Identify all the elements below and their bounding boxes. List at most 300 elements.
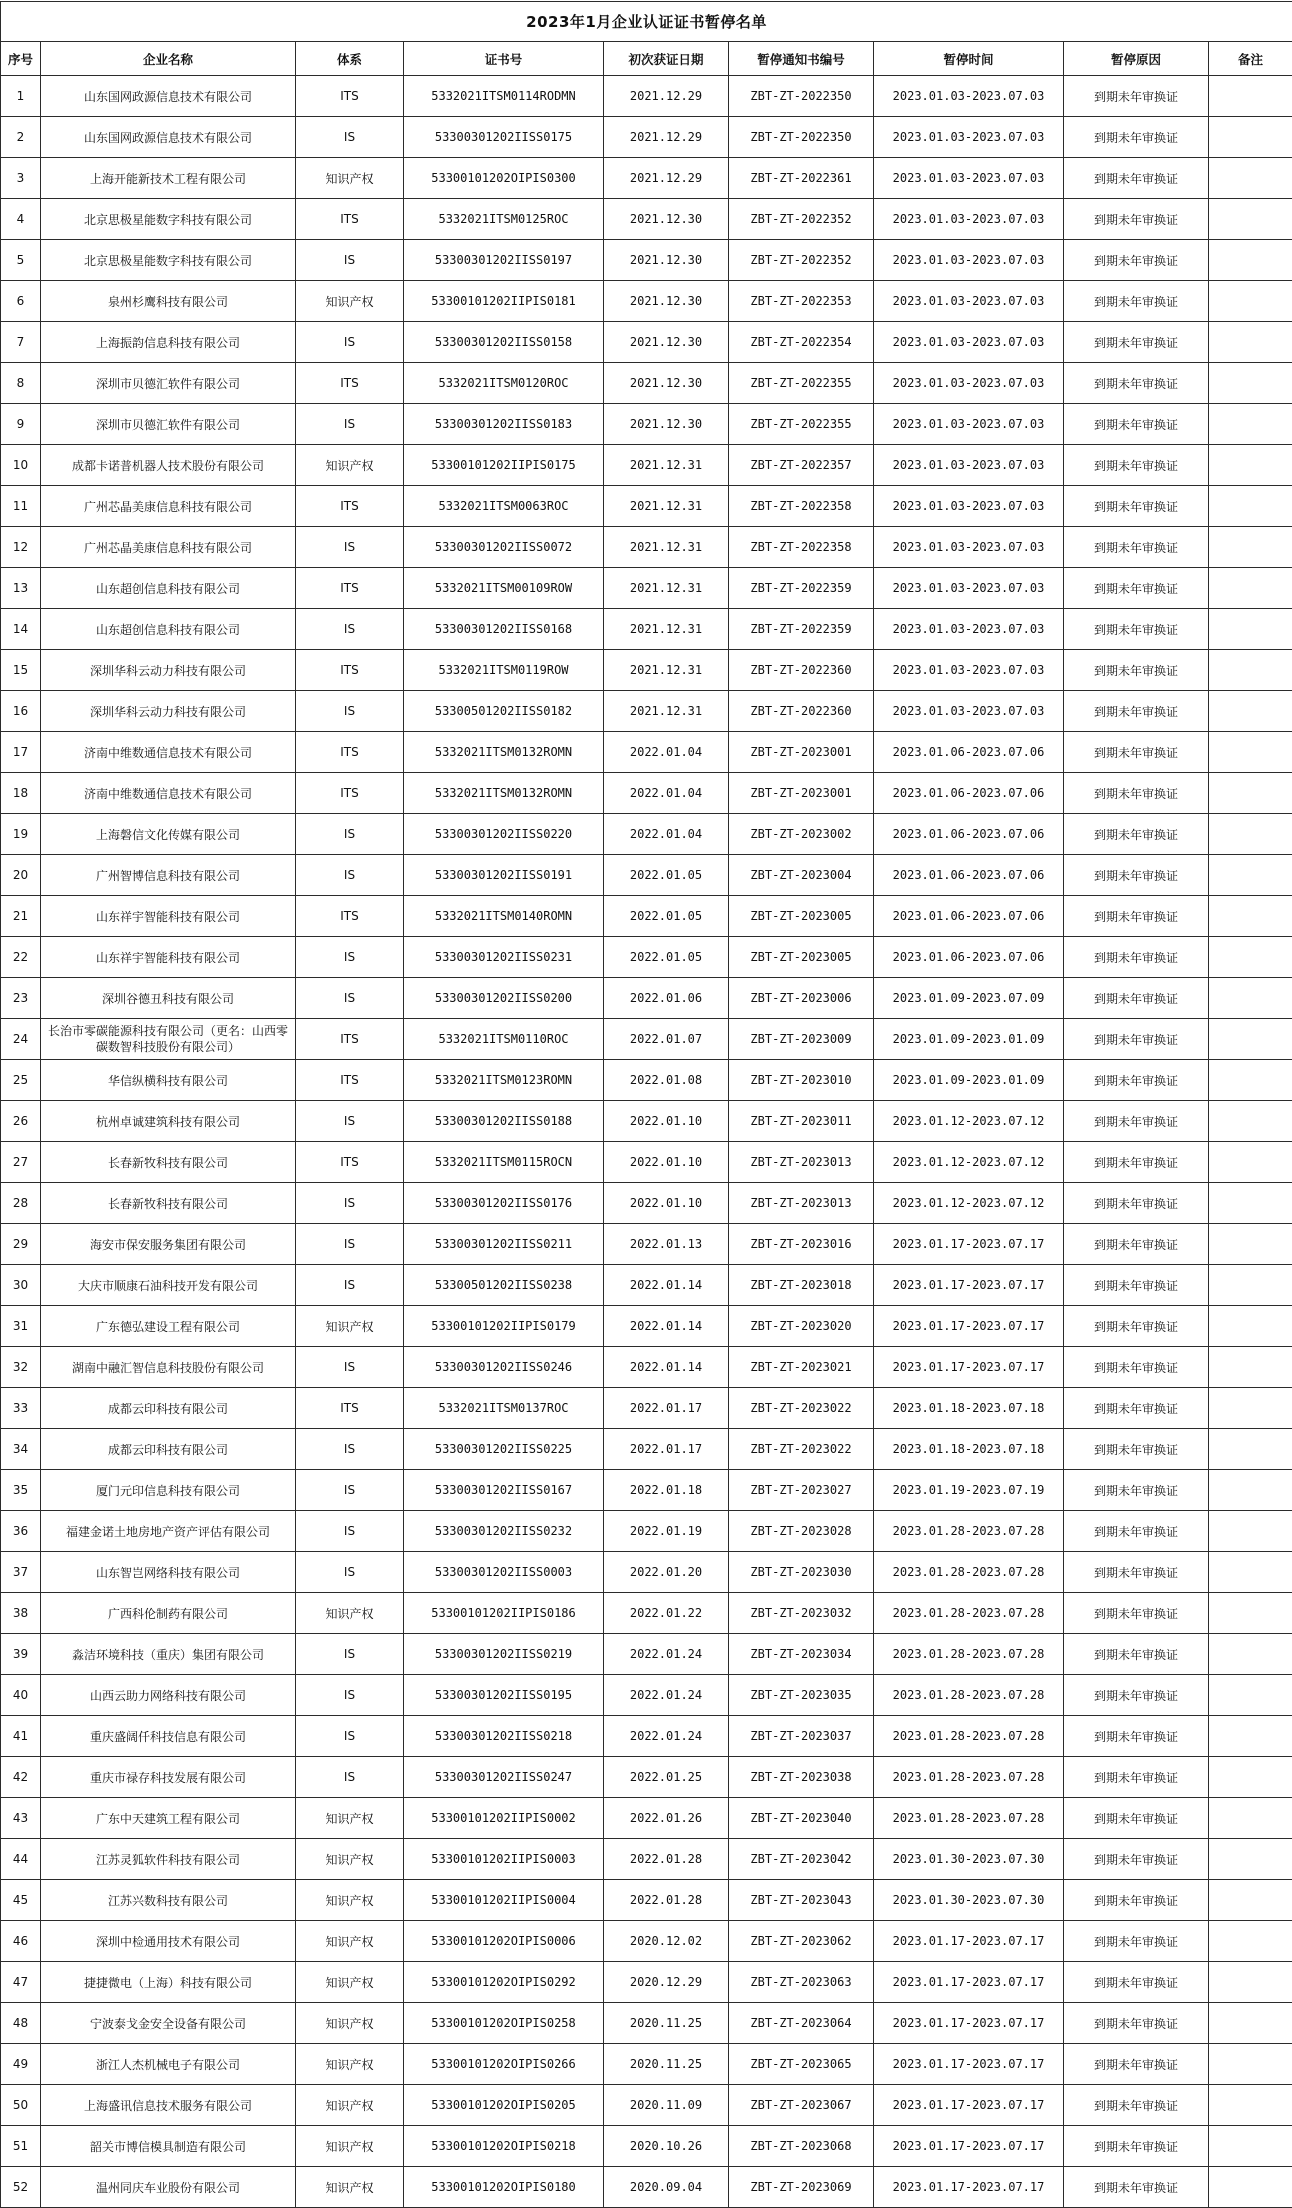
suspension-reason: 到期未年审换证 xyxy=(1064,855,1209,896)
certificate-number: 53300301202IISS0247 xyxy=(404,1757,604,1798)
suspension-notice-number: ZBT-ZT-2023042 xyxy=(729,1839,874,1880)
system-type: ITS xyxy=(296,1388,404,1429)
remark xyxy=(1209,1019,1292,1060)
table-row xyxy=(1,1470,1292,1511)
certificate-number: 53300101202IIPIS0186 xyxy=(404,1593,604,1634)
suspension-notice-number: ZBT-ZT-2023027 xyxy=(729,1470,874,1511)
table-row xyxy=(1,691,1292,732)
system-type: ITS xyxy=(296,1060,404,1101)
suspension-period: 2023.01.17-2023.07.17 xyxy=(874,1224,1064,1265)
row-index: 46 xyxy=(1,1921,41,1962)
system-type: ITS xyxy=(296,568,404,609)
row-index: 49 xyxy=(1,2044,41,2085)
row-index: 25 xyxy=(1,1060,41,1101)
row-index: 33 xyxy=(1,1388,41,1429)
first-issue-date: 2022.01.05 xyxy=(604,896,729,937)
suspension-period: 2023.01.06-2023.07.06 xyxy=(874,937,1064,978)
system-type: 知识产权 xyxy=(296,1921,404,1962)
remark xyxy=(1209,814,1292,855)
company-name: 济南中维数通信息技术有限公司 xyxy=(41,773,296,814)
row-index: 45 xyxy=(1,1880,41,1921)
system-type: IS xyxy=(296,527,404,568)
system-type: 知识产权 xyxy=(296,1962,404,2003)
row-index: 19 xyxy=(1,814,41,855)
first-issue-date: 2022.01.25 xyxy=(604,1757,729,1798)
first-issue-date: 2022.01.28 xyxy=(604,1880,729,1921)
certificate-number: 53300501202IISS0182 xyxy=(404,691,604,732)
remark xyxy=(1209,445,1292,486)
suspension-notice-number: ZBT-ZT-2022358 xyxy=(729,486,874,527)
row-index: 4 xyxy=(1,199,41,240)
company-name: 华信纵横科技有限公司 xyxy=(41,1060,296,1101)
suspension-reason: 到期未年审换证 xyxy=(1064,240,1209,281)
system-type: IS xyxy=(296,1429,404,1470)
certificate-number: 5332021ITSM0125ROC xyxy=(404,199,604,240)
suspension-reason: 到期未年审换证 xyxy=(1064,1429,1209,1470)
certificate-number: 5332021ITSM0132ROMN xyxy=(404,773,604,814)
first-issue-date: 2022.01.05 xyxy=(604,937,729,978)
first-issue-date: 2021.12.30 xyxy=(604,281,729,322)
certificate-number: 53300501202IISS0238 xyxy=(404,1265,604,1306)
table-row xyxy=(1,281,1292,322)
company-name: 山东祥宇智能科技有限公司 xyxy=(41,896,296,937)
remark xyxy=(1209,1716,1292,1757)
certificate-number: 53300101202IIPIS0181 xyxy=(404,281,604,322)
row-index: 15 xyxy=(1,650,41,691)
first-issue-date: 2022.01.10 xyxy=(604,1183,729,1224)
first-issue-date: 2020.11.25 xyxy=(604,2003,729,2044)
certificate-number: 5332021ITSM0132ROMN xyxy=(404,732,604,773)
remark xyxy=(1209,1347,1292,1388)
certificate-number: 5332021ITSM0140ROMN xyxy=(404,896,604,937)
system-type: 知识产权 xyxy=(296,2044,404,2085)
system-type: IS xyxy=(296,1265,404,1306)
certificate-number: 5332021ITSM0123ROMN xyxy=(404,1060,604,1101)
company-name: 温州同庆车业股份有限公司 xyxy=(41,2167,296,2208)
remark xyxy=(1209,2085,1292,2126)
first-issue-date: 2022.01.13 xyxy=(604,1224,729,1265)
remark xyxy=(1209,609,1292,650)
table-row xyxy=(1,773,1292,814)
certificate-number: 53300301202IISS0003 xyxy=(404,1552,604,1593)
suspension-notice-number: ZBT-ZT-2022358 xyxy=(729,527,874,568)
company-name: 重庆盛阔仟科技信息有限公司 xyxy=(41,1716,296,1757)
suspension-notice-number: ZBT-ZT-2023020 xyxy=(729,1306,874,1347)
system-type: IS xyxy=(296,1511,404,1552)
row-index: 48 xyxy=(1,2003,41,2044)
remark xyxy=(1209,1265,1292,1306)
table-row xyxy=(1,1429,1292,1470)
table-row xyxy=(1,978,1292,1019)
suspension-period: 2023.01.28-2023.07.28 xyxy=(874,1634,1064,1675)
first-issue-date: 2021.12.30 xyxy=(604,363,729,404)
certificate-number: 53300101202IIPIS0175 xyxy=(404,445,604,486)
suspension-period: 2023.01.17-2023.07.17 xyxy=(874,2167,1064,2208)
suspension-reason: 到期未年审换证 xyxy=(1064,937,1209,978)
suspension-reason: 到期未年审换证 xyxy=(1064,1470,1209,1511)
suspension-notice-number: ZBT-ZT-2023032 xyxy=(729,1593,874,1634)
first-issue-date: 2022.01.04 xyxy=(604,773,729,814)
first-issue-date: 2022.01.24 xyxy=(604,1675,729,1716)
suspension-period: 2023.01.03-2023.07.03 xyxy=(874,568,1064,609)
suspension-reason: 到期未年审换证 xyxy=(1064,1142,1209,1183)
row-index: 11 xyxy=(1,486,41,527)
col-header-period: 暂停时间 xyxy=(874,42,1064,76)
system-type: IS xyxy=(296,240,404,281)
row-index: 14 xyxy=(1,609,41,650)
company-name: 山东智岂网络科技有限公司 xyxy=(41,1552,296,1593)
certificate-number: 53300101202OIPIS0292 xyxy=(404,1962,604,2003)
table-row xyxy=(1,732,1292,773)
certificate-number: 53300301202IISS0232 xyxy=(404,1511,604,1552)
suspension-reason: 到期未年审换证 xyxy=(1064,527,1209,568)
remark xyxy=(1209,486,1292,527)
remark xyxy=(1209,1224,1292,1265)
col-header-notice-no: 暂停通知书编号 xyxy=(729,42,874,76)
remark xyxy=(1209,568,1292,609)
system-type: IS xyxy=(296,322,404,363)
certificate-number: 53300101202OIPIS0180 xyxy=(404,2167,604,2208)
suspension-reason: 到期未年审换证 xyxy=(1064,2126,1209,2167)
system-type: ITS xyxy=(296,1019,404,1060)
suspension-period: 2023.01.17-2023.07.17 xyxy=(874,1265,1064,1306)
suspension-reason: 到期未年审换证 xyxy=(1064,896,1209,937)
suspension-reason: 到期未年审换证 xyxy=(1064,1183,1209,1224)
table-row xyxy=(1,199,1292,240)
row-index: 41 xyxy=(1,1716,41,1757)
certificate-number: 53300301202IISS0176 xyxy=(404,1183,604,1224)
certificate-number: 53300101202OIPIS0218 xyxy=(404,2126,604,2167)
suspension-reason: 到期未年审换证 xyxy=(1064,814,1209,855)
first-issue-date: 2021.12.29 xyxy=(604,158,729,199)
certificate-number: 53300101202OIPIS0006 xyxy=(404,1921,604,1962)
company-name: 成都云印科技有限公司 xyxy=(41,1388,296,1429)
certificate-number: 53300301202IISS0158 xyxy=(404,322,604,363)
table-row xyxy=(1,937,1292,978)
company-name: 广州智博信息科技有限公司 xyxy=(41,855,296,896)
suspension-period: 2023.01.18-2023.07.18 xyxy=(874,1429,1064,1470)
remark xyxy=(1209,2126,1292,2167)
first-issue-date: 2022.01.14 xyxy=(604,1306,729,1347)
row-index: 27 xyxy=(1,1142,41,1183)
table-row xyxy=(1,2044,1292,2085)
suspension-notice-number: ZBT-ZT-2023022 xyxy=(729,1388,874,1429)
suspension-reason: 到期未年审换证 xyxy=(1064,732,1209,773)
certificate-number: 5332021ITSM0114RODMN xyxy=(404,76,604,117)
suspension-period: 2023.01.06-2023.07.06 xyxy=(874,732,1064,773)
first-issue-date: 2021.12.31 xyxy=(604,568,729,609)
suspension-reason: 到期未年审换证 xyxy=(1064,1552,1209,1593)
table-row xyxy=(1,322,1292,363)
first-issue-date: 2021.12.29 xyxy=(604,76,729,117)
table-row xyxy=(1,1224,1292,1265)
company-name: 北京思极星能数字科技有限公司 xyxy=(41,240,296,281)
table-row xyxy=(1,1347,1292,1388)
suspension-period: 2023.01.28-2023.07.28 xyxy=(874,1593,1064,1634)
company-name: 泉州杉鹰科技有限公司 xyxy=(41,281,296,322)
first-issue-date: 2021.12.30 xyxy=(604,404,729,445)
table-row xyxy=(1,158,1292,199)
company-name: 上海磐信文化传媒有限公司 xyxy=(41,814,296,855)
certificate-number: 5332021ITSM0063ROC xyxy=(404,486,604,527)
suspension-reason: 到期未年审换证 xyxy=(1064,568,1209,609)
suspension-notice-number: ZBT-ZT-2022357 xyxy=(729,445,874,486)
certificate-number: 53300101202IIPIS0002 xyxy=(404,1798,604,1839)
remark xyxy=(1209,527,1292,568)
col-header-cert-no: 证书号 xyxy=(404,42,604,76)
certificate-number: 53300101202IIPIS0004 xyxy=(404,1880,604,1921)
first-issue-date: 2022.01.18 xyxy=(604,1470,729,1511)
system-type: 知识产权 xyxy=(296,2085,404,2126)
table-row xyxy=(1,1101,1292,1142)
company-name: 山东祥宇智能科技有限公司 xyxy=(41,937,296,978)
first-issue-date: 2022.01.05 xyxy=(604,855,729,896)
table-row xyxy=(1,2126,1292,2167)
company-name: 广西科伦制药有限公司 xyxy=(41,1593,296,1634)
suspension-notice-number: ZBT-ZT-2022355 xyxy=(729,363,874,404)
suspension-reason: 到期未年审换证 xyxy=(1064,445,1209,486)
system-type: IS xyxy=(296,1552,404,1593)
suspension-period: 2023.01.06-2023.07.06 xyxy=(874,896,1064,937)
first-issue-date: 2021.12.31 xyxy=(604,527,729,568)
table-row xyxy=(1,814,1292,855)
remark xyxy=(1209,1962,1292,2003)
company-name: 成都云印科技有限公司 xyxy=(41,1429,296,1470)
remark xyxy=(1209,1921,1292,1962)
company-name: 江苏灵狐软件科技有限公司 xyxy=(41,1839,296,1880)
table-row xyxy=(1,445,1292,486)
certificate-number: 53300301202IISS0072 xyxy=(404,527,604,568)
remark xyxy=(1209,1839,1292,1880)
certificate-number: 53300101202IIPIS0003 xyxy=(404,1839,604,1880)
table-row xyxy=(1,363,1292,404)
suspension-notice-number: ZBT-ZT-2022352 xyxy=(729,199,874,240)
certificate-number: 53300301202IISS0246 xyxy=(404,1347,604,1388)
first-issue-date: 2020.12.02 xyxy=(604,1921,729,1962)
suspension-reason: 到期未年审换证 xyxy=(1064,1593,1209,1634)
row-index: 42 xyxy=(1,1757,41,1798)
table-row xyxy=(1,527,1292,568)
company-name: 山东国网政源信息技术有限公司 xyxy=(41,117,296,158)
first-issue-date: 2022.01.06 xyxy=(604,978,729,1019)
system-type: 知识产权 xyxy=(296,2003,404,2044)
row-index: 43 xyxy=(1,1798,41,1839)
suspension-notice-number: ZBT-ZT-2023002 xyxy=(729,814,874,855)
table-row xyxy=(1,486,1292,527)
first-issue-date: 2021.12.30 xyxy=(604,322,729,363)
suspension-reason: 到期未年审换证 xyxy=(1064,1019,1209,1060)
first-issue-date: 2022.01.04 xyxy=(604,814,729,855)
suspension-list-sheet xyxy=(0,1,1292,2208)
table-body xyxy=(1,76,1292,2208)
first-issue-date: 2021.12.29 xyxy=(604,117,729,158)
certificate-number: 53300301202IISS0218 xyxy=(404,1716,604,1757)
suspension-notice-number: ZBT-ZT-2022360 xyxy=(729,650,874,691)
suspension-period: 2023.01.03-2023.07.03 xyxy=(874,117,1064,158)
row-index: 28 xyxy=(1,1183,41,1224)
remark xyxy=(1209,1388,1292,1429)
suspension-period: 2023.01.03-2023.07.03 xyxy=(874,691,1064,732)
system-type: IS xyxy=(296,1634,404,1675)
suspension-notice-number: ZBT-ZT-2022350 xyxy=(729,117,874,158)
suspension-reason: 到期未年审换证 xyxy=(1064,486,1209,527)
suspension-reason: 到期未年审换证 xyxy=(1064,2044,1209,2085)
suspension-period: 2023.01.03-2023.07.03 xyxy=(874,609,1064,650)
row-index: 47 xyxy=(1,1962,41,2003)
suspension-notice-number: ZBT-ZT-2023001 xyxy=(729,773,874,814)
company-name: 大庆市顺康石油科技开发有限公司 xyxy=(41,1265,296,1306)
system-type: IS xyxy=(296,814,404,855)
company-name: 福建金诺土地房地产资产评估有限公司 xyxy=(41,1511,296,1552)
row-index: 38 xyxy=(1,1593,41,1634)
suspension-notice-number: ZBT-ZT-2023034 xyxy=(729,1634,874,1675)
suspension-notice-number: ZBT-ZT-2023016 xyxy=(729,1224,874,1265)
table-row xyxy=(1,1306,1292,1347)
table-row xyxy=(1,1675,1292,1716)
remark xyxy=(1209,281,1292,322)
suspension-notice-number: ZBT-ZT-2023018 xyxy=(729,1265,874,1306)
remark xyxy=(1209,1552,1292,1593)
row-index: 9 xyxy=(1,404,41,445)
first-issue-date: 2022.01.10 xyxy=(604,1142,729,1183)
remark xyxy=(1209,117,1292,158)
suspension-notice-number: ZBT-ZT-2023013 xyxy=(729,1183,874,1224)
suspension-period: 2023.01.28-2023.07.28 xyxy=(874,1511,1064,1552)
company-name: 海安市保安服务集团有限公司 xyxy=(41,1224,296,1265)
system-type: ITS xyxy=(296,650,404,691)
suspension-period: 2023.01.03-2023.07.03 xyxy=(874,404,1064,445)
suspension-period: 2023.01.17-2023.07.17 xyxy=(874,2126,1064,2167)
table-row xyxy=(1,568,1292,609)
company-name: 山东超创信息科技有限公司 xyxy=(41,568,296,609)
system-type: IS xyxy=(296,1716,404,1757)
suspension-notice-number: ZBT-ZT-2023011 xyxy=(729,1101,874,1142)
row-index: 8 xyxy=(1,363,41,404)
certificate-number: 53300301202IISS0231 xyxy=(404,937,604,978)
table-row xyxy=(1,1880,1292,1921)
table-row xyxy=(1,240,1292,281)
company-name: 上海振韵信息科技有限公司 xyxy=(41,322,296,363)
table-row xyxy=(1,1634,1292,1675)
suspension-period: 2023.01.03-2023.07.03 xyxy=(874,240,1064,281)
table-row xyxy=(1,1060,1292,1101)
remark xyxy=(1209,1798,1292,1839)
suspension-period: 2023.01.03-2023.07.03 xyxy=(874,281,1064,322)
first-issue-date: 2022.01.24 xyxy=(604,1716,729,1757)
certificate-number: 5332021ITSM0115ROCN xyxy=(404,1142,604,1183)
certificate-number: 53300301202IISS0200 xyxy=(404,978,604,1019)
table-row xyxy=(1,896,1292,937)
first-issue-date: 2021.12.31 xyxy=(604,445,729,486)
certificate-number: 53300301202IISS0188 xyxy=(404,1101,604,1142)
suspension-notice-number: ZBT-ZT-2023013 xyxy=(729,1142,874,1183)
table-row xyxy=(1,1716,1292,1757)
row-index: 40 xyxy=(1,1675,41,1716)
col-header-company: 企业名称 xyxy=(41,42,296,76)
company-name: 深圳华科云动力科技有限公司 xyxy=(41,691,296,732)
first-issue-date: 2022.01.24 xyxy=(604,1634,729,1675)
table-row xyxy=(1,1839,1292,1880)
suspension-reason: 到期未年审换证 xyxy=(1064,199,1209,240)
first-issue-date: 2021.12.30 xyxy=(604,199,729,240)
first-issue-date: 2022.01.19 xyxy=(604,1511,729,1552)
table-row xyxy=(1,1511,1292,1552)
suspension-period: 2023.01.12-2023.07.12 xyxy=(874,1101,1064,1142)
company-name: 江苏兴数科技有限公司 xyxy=(41,1880,296,1921)
row-index: 1 xyxy=(1,76,41,117)
suspension-notice-number: ZBT-ZT-2023006 xyxy=(729,978,874,1019)
suspension-notice-number: ZBT-ZT-2022354 xyxy=(729,322,874,363)
suspension-period: 2023.01.17-2023.07.17 xyxy=(874,2003,1064,2044)
row-index: 51 xyxy=(1,2126,41,2167)
remark xyxy=(1209,2167,1292,2208)
company-name: 深圳中检通用技术有限公司 xyxy=(41,1921,296,1962)
suspension-reason: 到期未年审换证 xyxy=(1064,1839,1209,1880)
certificate-number: 5332021ITSM0120ROC xyxy=(404,363,604,404)
system-type: IS xyxy=(296,855,404,896)
suspension-period: 2023.01.03-2023.07.03 xyxy=(874,158,1064,199)
suspension-reason: 到期未年审换证 xyxy=(1064,404,1209,445)
table-row xyxy=(1,609,1292,650)
table-row xyxy=(1,1388,1292,1429)
row-index: 3 xyxy=(1,158,41,199)
system-type: IS xyxy=(296,1101,404,1142)
suspension-reason: 到期未年审换证 xyxy=(1064,2085,1209,2126)
suspension-notice-number: ZBT-ZT-2022355 xyxy=(729,404,874,445)
table-row xyxy=(1,1183,1292,1224)
certificate-number: 53300101202OIPIS0258 xyxy=(404,2003,604,2044)
first-issue-date: 2022.01.17 xyxy=(604,1388,729,1429)
table-row xyxy=(1,2085,1292,2126)
certificate-number: 53300301202IISS0219 xyxy=(404,1634,604,1675)
company-name: 上海盛讯信息技术服务有限公司 xyxy=(41,2085,296,2126)
row-index: 12 xyxy=(1,527,41,568)
suspension-notice-number: ZBT-ZT-2022360 xyxy=(729,691,874,732)
suspension-period: 2023.01.09-2023.07.09 xyxy=(874,978,1064,1019)
suspension-notice-number: ZBT-ZT-2023037 xyxy=(729,1716,874,1757)
suspension-period: 2023.01.09-2023.01.09 xyxy=(874,1060,1064,1101)
col-header-reason: 暂停原因 xyxy=(1064,42,1209,76)
first-issue-date: 2022.01.28 xyxy=(604,1839,729,1880)
suspension-period: 2023.01.30-2023.07.30 xyxy=(874,1880,1064,1921)
suspension-reason: 到期未年审换证 xyxy=(1064,691,1209,732)
remark xyxy=(1209,896,1292,937)
system-type: 知识产权 xyxy=(296,1839,404,1880)
first-issue-date: 2022.01.07 xyxy=(604,1019,729,1060)
suspension-period: 2023.01.12-2023.07.12 xyxy=(874,1183,1064,1224)
remark xyxy=(1209,855,1292,896)
system-type: IS xyxy=(296,1224,404,1265)
first-issue-date: 2022.01.20 xyxy=(604,1552,729,1593)
system-type: 知识产权 xyxy=(296,1306,404,1347)
suspension-period: 2023.01.28-2023.07.28 xyxy=(874,1716,1064,1757)
row-index: 30 xyxy=(1,1265,41,1306)
remark xyxy=(1209,322,1292,363)
company-name: 广东德弘建设工程有限公司 xyxy=(41,1306,296,1347)
suspension-reason: 到期未年审换证 xyxy=(1064,322,1209,363)
company-name: 山东国网政源信息技术有限公司 xyxy=(41,76,296,117)
suspension-notice-number: ZBT-ZT-2023067 xyxy=(729,2085,874,2126)
system-type: ITS xyxy=(296,363,404,404)
row-index: 21 xyxy=(1,896,41,937)
suspension-notice-number: ZBT-ZT-2023035 xyxy=(729,1675,874,1716)
certificate-number: 5332021ITSM0137ROC xyxy=(404,1388,604,1429)
suspension-reason: 到期未年审换证 xyxy=(1064,609,1209,650)
system-type: IS xyxy=(296,117,404,158)
col-header-system: 体系 xyxy=(296,42,404,76)
certificate-number: 53300101202OIPIS0266 xyxy=(404,2044,604,2085)
first-issue-date: 2020.12.29 xyxy=(604,1962,729,2003)
